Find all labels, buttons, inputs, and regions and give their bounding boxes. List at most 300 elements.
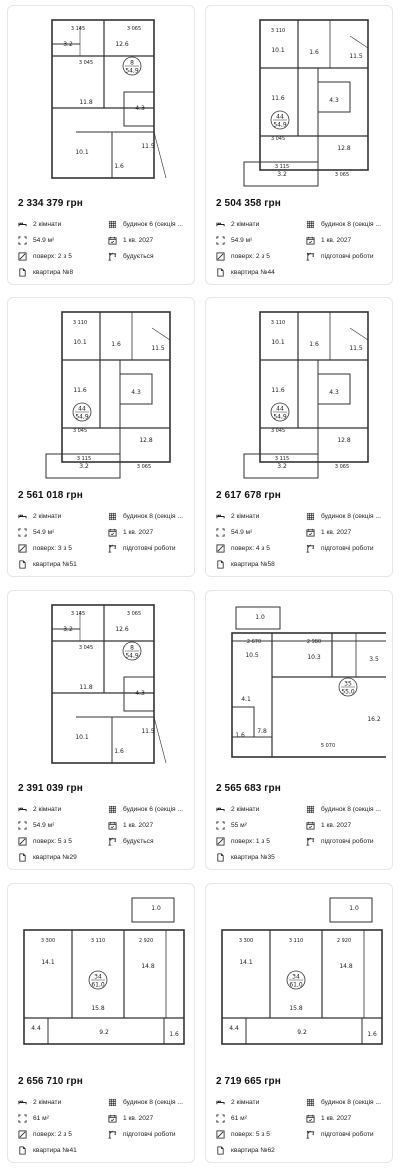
area-value: 61 м² [33, 1115, 49, 1122]
stairs-icon [216, 544, 225, 553]
status-value: будується [123, 253, 154, 260]
floor-attr [216, 1130, 302, 1139]
rooms-attr [18, 1098, 104, 1107]
building-icon [306, 1098, 315, 1107]
wall-line [154, 132, 166, 178]
plan-label: 1.6 [169, 1031, 179, 1038]
plan-label: 3 065 [126, 611, 142, 617]
floor-attr [18, 252, 104, 261]
plan-label: 3.2 [63, 626, 73, 633]
rooms-value: 2 кімнати [33, 806, 62, 813]
crane-icon [108, 837, 117, 846]
rooms-attr [216, 805, 302, 814]
completion-attr [306, 1114, 388, 1123]
status-value: підготовчі роботи [321, 253, 374, 260]
price: 2 504 358 грн [216, 198, 281, 209]
plan-label: 11.8 [79, 684, 93, 691]
building-attr [108, 220, 190, 229]
plan-label: 3.2 [277, 463, 287, 470]
area-icon [216, 528, 225, 537]
floor-plan-drawing [214, 890, 386, 1068]
plan-label: 8 [130, 644, 134, 652]
building-value: будинок 6 (секція ... [123, 806, 183, 813]
completion-value: 1 кв. 2027 [321, 822, 352, 829]
building-attr [108, 512, 190, 521]
plan-label: 44 [276, 113, 284, 121]
calendar-icon [306, 528, 315, 537]
plan-label: 1.6 [235, 732, 245, 739]
apartment-attr [216, 1146, 302, 1155]
completion-value: 1 кв. 2027 [321, 529, 352, 536]
plan-label: 1.6 [309, 49, 319, 56]
plan-label: 3 065 [126, 26, 142, 32]
plan-label: 8 [130, 59, 134, 67]
plan-label: 12.6 [115, 626, 129, 633]
listing-card[interactable] [205, 883, 393, 1163]
apartment-attr [18, 1146, 104, 1155]
plan-label: 3 065 [334, 172, 350, 178]
rooms-attr [18, 512, 104, 521]
stairs-icon [216, 252, 225, 261]
attributes [216, 1098, 388, 1162]
area-value: 54.9 м² [33, 822, 55, 829]
plan-label: 34 [292, 973, 300, 981]
floor-attr [216, 544, 302, 553]
status-attr [108, 1130, 190, 1139]
area-attr [216, 236, 302, 245]
crane-icon [306, 837, 315, 846]
status-attr [108, 837, 190, 846]
rooms-attr [18, 220, 104, 229]
plan-label: 10.1 [271, 47, 285, 54]
plan-label: 3 145 [70, 26, 86, 32]
plan-label: 54,9 [75, 413, 89, 421]
apartment-value: квартира №51 [33, 561, 77, 568]
floor-plan-image[interactable] [214, 304, 386, 482]
plan-label: 9.2 [99, 1029, 109, 1036]
stairs-icon [18, 252, 27, 261]
document-icon [18, 268, 27, 277]
floor-value: поверх: 2 з 5 [33, 253, 72, 260]
area-attr [18, 236, 104, 245]
floor-plan-drawing [214, 12, 386, 190]
price: 2 561 018 грн [18, 490, 83, 501]
plan-label: 11.6 [73, 387, 87, 394]
plan-label: 1.0 [255, 614, 265, 621]
floor-plan-drawing [16, 890, 188, 1068]
status-value: підготовчі роботи [123, 545, 176, 552]
bed-icon [18, 220, 27, 229]
completion-value: 1 кв. 2027 [123, 822, 154, 829]
plan-label: 2 670 [246, 639, 262, 645]
completion-value: 1 кв. 2027 [321, 237, 352, 244]
plan-label: 1.0 [151, 905, 161, 912]
plan-label: 3 115 [76, 456, 92, 462]
stairs-icon [216, 837, 225, 846]
attributes [216, 512, 388, 576]
floor-value: поверх: 5 з 5 [231, 1131, 270, 1138]
building-value: будинок 8 (секція ... [321, 221, 381, 228]
attributes [18, 512, 190, 576]
listing-card[interactable] [7, 5, 195, 285]
completion-attr [306, 236, 388, 245]
plan-label: 11.8 [79, 99, 93, 106]
building-icon [108, 805, 117, 814]
plan-label: 3 045 [270, 136, 286, 142]
status-attr [306, 252, 388, 261]
status-attr [306, 837, 388, 846]
floor-attr [18, 544, 104, 553]
listing-card[interactable] [7, 883, 195, 1163]
plan-label: 12.8 [139, 437, 153, 444]
area-icon [216, 821, 225, 830]
plan-label: 11.5 [141, 143, 155, 150]
crane-icon [108, 544, 117, 553]
status-attr [108, 252, 190, 261]
wall-line [350, 36, 368, 48]
floor-plan-image[interactable] [16, 597, 188, 775]
wall-line [154, 717, 166, 763]
crane-icon [108, 1130, 117, 1139]
plan-label: 5 070 [320, 743, 336, 749]
plan-label: 11.5 [349, 53, 363, 60]
floor-plan-image[interactable] [16, 890, 188, 1068]
plan-label: 61,0 [91, 981, 105, 989]
bed-icon [216, 220, 225, 229]
plan-label: 54,9 [125, 652, 139, 660]
plan-label: 12.8 [337, 145, 351, 152]
floor-plan-image[interactable] [16, 12, 188, 190]
plan-label: 11.5 [349, 345, 363, 352]
calendar-icon [108, 821, 117, 830]
listing-card[interactable] [205, 297, 393, 577]
area-value: 61 м² [231, 1115, 247, 1122]
building-value: будинок 8 (секція ... [321, 1099, 381, 1106]
plan-label: 3.2 [277, 171, 287, 178]
plan-label: 10.1 [75, 734, 89, 741]
rooms-value: 2 кімнати [231, 1099, 260, 1106]
plan-label: 10.3 [307, 654, 321, 661]
plan-label: 4.3 [135, 105, 145, 112]
apartment-attr [216, 560, 302, 569]
plan-label: 54,9 [273, 413, 287, 421]
stairs-icon [18, 837, 27, 846]
apartment-attr [18, 560, 104, 569]
building-attr [108, 805, 190, 814]
plan-label: 3.2 [79, 463, 89, 470]
rooms-value: 2 кімнати [231, 513, 260, 520]
wall-line [350, 328, 368, 340]
floor-attr [18, 1130, 104, 1139]
plan-label: 4.3 [329, 97, 339, 104]
plan-label: 3 115 [274, 164, 290, 170]
building-value: будинок 6 (секція ... [123, 221, 183, 228]
plan-label: 7.8 [257, 728, 267, 735]
floor-plan-drawing [16, 304, 188, 482]
building-attr [306, 512, 388, 521]
plan-label: 11.5 [141, 728, 155, 735]
plan-label: 3 300 [40, 938, 56, 944]
area-value: 54.9 м² [33, 237, 55, 244]
document-icon [216, 560, 225, 569]
plan-label: 61,0 [289, 981, 303, 989]
floor-plan-image[interactable] [214, 12, 386, 190]
apartment-value: квартира №35 [231, 854, 275, 861]
price: 2 334 379 грн [18, 198, 83, 209]
plan-label: 3.5 [369, 656, 379, 663]
completion-attr [108, 1114, 190, 1123]
listing-card[interactable] [205, 5, 393, 285]
plan-label: 4.1 [241, 696, 251, 703]
completion-value: 1 кв. 2027 [123, 529, 154, 536]
plan-label: 12.6 [115, 41, 129, 48]
crane-icon [306, 544, 315, 553]
area-value: 55 м² [231, 822, 247, 829]
plan-label: 3 115 [274, 456, 290, 462]
price: 2 719 665 грн [216, 1076, 281, 1087]
apartment-value: квартира №8 [33, 269, 74, 276]
attributes [216, 805, 388, 869]
area-attr [18, 1114, 104, 1123]
status-attr [306, 544, 388, 553]
floor-value: поверх: 2 з 5 [33, 1131, 72, 1138]
plan-label: 1.6 [367, 1031, 377, 1038]
floor-value: поверх: 5 з 5 [33, 838, 72, 845]
bed-icon [216, 1098, 225, 1107]
calendar-icon [306, 236, 315, 245]
completion-attr [306, 528, 388, 537]
apartment-attr [216, 268, 302, 277]
price: 2 565 683 грн [216, 783, 281, 794]
attributes [216, 220, 388, 284]
plan-label: 3 110 [270, 320, 286, 326]
plan-label: 3 065 [136, 464, 152, 470]
rooms-value: 2 кімнати [33, 513, 62, 520]
status-value: підготовчі роботи [321, 1131, 374, 1138]
listing-card[interactable] [7, 297, 195, 577]
plan-label: 15.8 [289, 1005, 303, 1012]
completion-value: 1 кв. 2027 [123, 237, 154, 244]
building-icon [108, 220, 117, 229]
document-icon [18, 853, 27, 862]
floor-value: поверх: 4 з 5 [231, 545, 270, 552]
plan-label: 44 [276, 405, 284, 413]
rooms-value: 2 кімнати [231, 806, 260, 813]
area-value: 54.9 м² [33, 529, 55, 536]
listing-card[interactable] [205, 590, 393, 870]
plan-label: 16.2 [367, 716, 381, 723]
plan-label: 4.3 [329, 389, 339, 396]
plan-label: 55,0 [341, 688, 355, 696]
stairs-icon [18, 544, 27, 553]
stairs-icon [216, 1130, 225, 1139]
building-value: будинок 8 (секція ... [123, 1099, 183, 1106]
plan-label: 10.1 [75, 149, 89, 156]
area-value: 54.9 м² [231, 529, 253, 536]
plan-label: 14.8 [339, 963, 353, 970]
bed-icon [216, 512, 225, 521]
plan-label: 4.3 [131, 389, 141, 396]
plan-label: 3 300 [238, 938, 254, 944]
floor-plan-drawing [214, 304, 386, 482]
bed-icon [18, 512, 27, 521]
area-icon [216, 236, 225, 245]
plan-label: 4.4 [229, 1025, 239, 1032]
status-attr [306, 1130, 388, 1139]
plan-label: 54,9 [125, 67, 139, 75]
plan-label: 10.1 [271, 339, 285, 346]
plan-label: 3 065 [334, 464, 350, 470]
floor-plan-image[interactable] [16, 304, 188, 482]
plan-label: 11.6 [271, 387, 285, 394]
rooms-attr [216, 220, 302, 229]
plan-label: 2 980 [306, 639, 322, 645]
plan-label: 1.0 [349, 905, 359, 912]
crane-icon [306, 1130, 315, 1139]
area-attr [18, 821, 104, 830]
apartment-value: квартира №41 [33, 1147, 77, 1154]
apartment-attr [216, 853, 302, 862]
plan-label: 3 045 [78, 645, 94, 651]
area-icon [18, 236, 27, 245]
price: 2 391 039 грн [18, 783, 83, 794]
floor-attr [18, 837, 104, 846]
calendar-icon [108, 528, 117, 537]
plan-label: 54,9 [273, 121, 287, 129]
attributes [18, 805, 190, 869]
status-value: підготовчі роботи [321, 838, 374, 845]
rooms-attr [216, 1098, 302, 1107]
document-icon [216, 1146, 225, 1155]
floor-value: поверх: 3 з 5 [33, 545, 72, 552]
plan-label: 3 110 [270, 28, 286, 34]
wall-line [152, 328, 170, 340]
status-value: будується [123, 838, 154, 845]
building-value: будинок 8 (секція ... [321, 513, 381, 520]
status-attr [108, 544, 190, 553]
calendar-icon [108, 1114, 117, 1123]
attributes [18, 220, 190, 284]
floor-plan-image[interactable] [214, 597, 386, 775]
status-value: підготовчі роботи [321, 545, 374, 552]
completion-value: 1 кв. 2027 [123, 1115, 154, 1122]
apartment-value: квартира №58 [231, 561, 275, 568]
calendar-icon [306, 1114, 315, 1123]
floor-plan-image[interactable] [214, 890, 386, 1068]
plan-label: 12.8 [337, 437, 351, 444]
status-value: підготовчі роботи [123, 1131, 176, 1138]
plan-label: 14.1 [239, 959, 253, 966]
plan-label: 9.2 [297, 1029, 307, 1036]
building-attr [306, 220, 388, 229]
completion-attr [306, 821, 388, 830]
crane-icon [108, 252, 117, 261]
building-attr [306, 1098, 388, 1107]
rooms-value: 2 кімнати [33, 1099, 62, 1106]
floor-plan-drawing [16, 12, 188, 190]
floor-value: поверх: 1 з 5 [231, 838, 270, 845]
completion-value: 1 кв. 2027 [321, 1115, 352, 1122]
building-icon [108, 512, 117, 521]
plan-label: 11.5 [151, 345, 165, 352]
area-attr [18, 528, 104, 537]
plan-label: 34 [94, 973, 102, 981]
plan-label: 1.6 [309, 341, 319, 348]
plan-label: 14.8 [141, 963, 155, 970]
price: 2 617 678 грн [216, 490, 281, 501]
area-attr [216, 528, 302, 537]
plan-label: 1.6 [114, 748, 124, 755]
building-attr [108, 1098, 190, 1107]
plan-label: 44 [78, 405, 86, 413]
apartment-value: квартира №29 [33, 854, 77, 861]
building-attr [306, 805, 388, 814]
building-value: будинок 8 (секція ... [123, 513, 183, 520]
plan-label: 35 [344, 680, 352, 688]
plan-label: 3 110 [72, 320, 88, 326]
document-icon [216, 268, 225, 277]
rooms-value: 2 кімнати [33, 221, 62, 228]
plan-label: 1.6 [111, 341, 121, 348]
plan-label: 3 045 [72, 428, 88, 434]
attributes [18, 1098, 190, 1162]
plan-label: 11.6 [271, 95, 285, 102]
plan-label: 3.2 [63, 41, 73, 48]
floor-attr [216, 252, 302, 261]
completion-attr [108, 528, 190, 537]
plan-label: 3 110 [288, 938, 304, 944]
apartment-value: квартира №44 [231, 269, 275, 276]
plan-label: 4.3 [135, 690, 145, 697]
plan-label: 10.5 [245, 652, 259, 659]
apartment-attr [18, 268, 104, 277]
area-icon [18, 821, 27, 830]
plan-label: 3 110 [90, 938, 106, 944]
rooms-value: 2 кімнати [231, 221, 260, 228]
document-icon [18, 1146, 27, 1155]
building-value: будинок 8 (секція ... [321, 806, 381, 813]
bed-icon [216, 805, 225, 814]
floor-attr [216, 837, 302, 846]
building-icon [306, 220, 315, 229]
rooms-attr [18, 805, 104, 814]
apartment-value: квартира №62 [231, 1147, 275, 1154]
crane-icon [306, 252, 315, 261]
area-attr [216, 1114, 302, 1123]
floor-value: поверх: 2 з 5 [231, 253, 270, 260]
plan-label: 1.6 [114, 163, 124, 170]
area-icon [18, 1114, 27, 1123]
plan-label: 14.1 [41, 959, 55, 966]
calendar-icon [108, 236, 117, 245]
plan-label: 10.1 [73, 339, 87, 346]
building-icon [306, 805, 315, 814]
completion-attr [108, 821, 190, 830]
bed-icon [18, 1098, 27, 1107]
plan-label: 3 045 [270, 428, 286, 434]
area-value: 54.9 м² [231, 237, 253, 244]
building-icon [306, 512, 315, 521]
plan-label: 3 045 [78, 60, 94, 66]
rooms-attr [216, 512, 302, 521]
plan-label: 2 920 [138, 938, 154, 944]
apartment-attr [18, 853, 104, 862]
listing-card[interactable] [7, 590, 195, 870]
document-icon [216, 853, 225, 862]
floor-plan-drawing [214, 597, 386, 775]
plan-label: 4.4 [31, 1025, 41, 1032]
area-icon [18, 528, 27, 537]
